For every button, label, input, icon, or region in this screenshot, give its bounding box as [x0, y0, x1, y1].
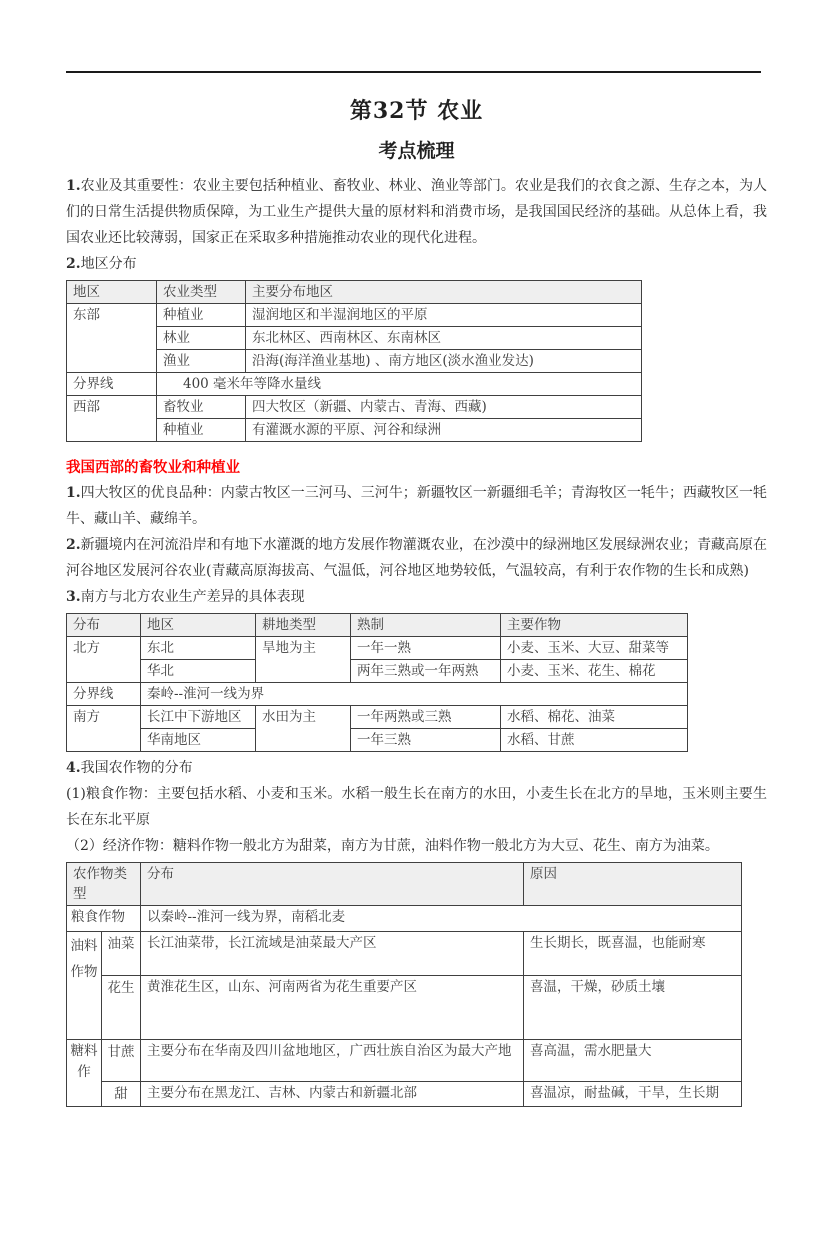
item-number: 1. — [66, 178, 81, 194]
cell-land-type: 水田为主 — [256, 706, 351, 752]
table-row — [67, 304, 642, 327]
cell-crop-name: 甜 — [102, 1082, 141, 1107]
item-number: 1. — [66, 485, 81, 501]
table-row — [67, 637, 688, 660]
table-header-row — [67, 281, 642, 304]
header-cell-distribution: 分布 — [67, 614, 141, 637]
table-row-peanut — [67, 976, 742, 1040]
cell-area: 华北 — [141, 660, 256, 683]
cell-crops: 小麦、玉米、花生、棉花 — [501, 660, 688, 683]
cell-type: 渔业 — [157, 350, 246, 373]
header-cell-cropping-system: 熟制 — [351, 614, 501, 637]
para-pastoral-breeds — [66, 480, 767, 532]
cell-reason: 喜温凉，耐盐碱，干旱，生长期 — [524, 1082, 742, 1107]
para-grain-crops: (1)粮食作物：主要包括水稻、小麦和玉米。水稻一般生长在南方的水田，小麦生长在北方的旱地，玉米则主要生长在东北平原 — [66, 786, 767, 828]
item-text: 新疆境内在河流沿岸和有地下水灌溉的地方发展作物灌溉农业，在沙漠中的绿洲地区发展绿洲农业；青藏高原在河谷地区发展河谷农业(青藏高原海拔高、气温低，河谷地区地势较低，气温较高，有利于农作物的生长和成熟) — [66, 537, 767, 579]
cell-areas: 四大牧区（新疆、内蒙古、青海、西藏) — [246, 396, 642, 419]
item-number: 4. — [66, 760, 81, 776]
para-crop-distribution-label — [66, 755, 767, 781]
para-agriculture-importance — [66, 173, 767, 251]
cell-type: 畜牧业 — [157, 396, 246, 419]
cell-type: 林业 — [157, 327, 246, 350]
cell-distribution: 黄淮花生区，山东、河南两省为花生重要产区 — [141, 976, 524, 1040]
cell-crops: 水稻、甘蔗 — [501, 729, 688, 752]
page-title: 第32节 农业 — [349, 98, 484, 124]
table-row — [67, 706, 688, 729]
table-north-south-differences — [66, 613, 688, 752]
header-cell-area: 地区 — [141, 614, 256, 637]
item-text: 地区分布 — [80, 256, 137, 272]
cell-divider-value: 400 毫米年等降水量线 — [157, 373, 642, 396]
item-text: 南方与北方农业生产差异的具体表现 — [80, 589, 305, 605]
cell-type: 种植业 — [157, 419, 246, 442]
item-text: 四大牧区的优良品种：内蒙古牧区一三河马、三河牛；新疆牧区一新疆细毛羊；青海牧区一牦牛；西藏牧区一牦牛、藏山羊、藏绵羊。 — [66, 485, 767, 527]
cell-distribution: 长江油菜带，长江流域是油菜最大产区 — [141, 932, 524, 976]
heading-west-livestock-planting: 我国西部的畜牧业和种植业 — [66, 459, 240, 476]
cell-north: 北方 — [67, 637, 141, 683]
header-cell-crop-type: 农作物类型 — [67, 863, 141, 906]
item-number: 3. — [66, 589, 81, 605]
table-row-sugarcane — [67, 1040, 742, 1082]
cell-divider-value: 秦岭--淮河一线为界 — [141, 683, 688, 706]
cell-reason: 喜高温，需水肥量大 — [524, 1040, 742, 1082]
table-header-row — [67, 614, 688, 637]
cell-crop-name: 油菜 — [102, 932, 141, 976]
cell-areas: 湿润地区和半湿润地区的平原 — [246, 304, 642, 327]
table-header-row — [67, 863, 742, 906]
cell-cropping: 一年一熟 — [351, 637, 501, 660]
cell-south: 南方 — [67, 706, 141, 752]
section-heading-review: 考点梳理 — [378, 140, 455, 162]
cell-divider-label: 分界线 — [67, 373, 157, 396]
cell-reason: 喜温，干燥，砂质土壤 — [524, 976, 742, 1040]
document-page — [0, 71, 827, 1107]
table-row-sugarbeet — [67, 1082, 742, 1107]
table-row-rapeseed — [67, 932, 742, 976]
table-row-grain — [67, 906, 742, 932]
cell-land-type: 旱地为主 — [256, 637, 351, 683]
header-cell-main-areas: 主要分布地区 — [246, 281, 642, 304]
cell-type: 种植业 — [157, 304, 246, 327]
cell-distribution: 主要分布在黑龙江、吉林、内蒙古和新疆北部 — [141, 1082, 524, 1107]
para-region-distribution-label — [66, 251, 767, 277]
table-region-distribution — [66, 280, 642, 442]
item-text: 农业及其重要性：农业主要包括种植业、畜牧业、林业、渔业等部门。农业是我们的衣食之源、生存之本，为人们的日常生活提供物质保障，为工业生产提供大量的原材料和消费市场，是我国国民经济的基础。从总体上看，我国农业还比较薄弱，国家正在采取多种措施推动农业的现代化进程。 — [66, 178, 767, 246]
cell-areas: 有灌溉水源的平原、河谷和绿洲 — [246, 419, 642, 442]
table-crop-distribution — [66, 862, 742, 1107]
item-text: 我国农作物的分布 — [80, 760, 193, 776]
cell-crops: 小麦、玉米、大豆、甜菜等 — [501, 637, 688, 660]
cell-area: 华南地区 — [141, 729, 256, 752]
header-cell-reason: 原因 — [524, 863, 742, 906]
cell-west: 西部 — [67, 396, 157, 442]
item-number: 2. — [66, 256, 81, 272]
para-north-south-differences-label — [66, 584, 767, 610]
table-row — [67, 396, 642, 419]
cell-crop-name: 甘蔗 — [102, 1040, 141, 1082]
cell-grain-value: 以秦岭--淮河一线为界，南稻北麦 — [141, 906, 742, 932]
item-number: 2. — [66, 537, 81, 553]
cell-east: 东部 — [67, 304, 157, 373]
cell-distribution: 主要分布在华南及四川盆地地区，广西壮族自治区为最大产地 — [141, 1040, 524, 1082]
cell-crops: 水稻、棉花、油菜 — [501, 706, 688, 729]
para-xinjiang-qinghai-agriculture — [66, 532, 767, 584]
table-row-divider — [67, 373, 642, 396]
cell-cropping: 两年三熟或一年两熟 — [351, 660, 501, 683]
cell-cropping: 一年两熟或三熟 — [351, 706, 501, 729]
header-cell-region: 地区 — [67, 281, 157, 304]
table-row — [67, 729, 688, 752]
table-row — [67, 660, 688, 683]
header-rule — [66, 71, 761, 73]
header-cell-distribution: 分布 — [141, 863, 524, 906]
cell-areas: 沿海(海洋渔业基地) 、南方地区(淡水渔业发达) — [246, 350, 642, 373]
header-cell-agri-type: 农业类型 — [157, 281, 246, 304]
cell-area: 长江中下游地区 — [141, 706, 256, 729]
cell-cropping: 一年三熟 — [351, 729, 501, 752]
cell-oil-group: 油料作物 — [67, 932, 102, 1040]
header-cell-land-type: 耕地类型 — [256, 614, 351, 637]
table-row-divider — [67, 683, 688, 706]
header-cell-main-crops: 主要作物 — [501, 614, 688, 637]
cell-area: 东北 — [141, 637, 256, 660]
cell-divider-label: 分界线 — [67, 683, 141, 706]
cell-crop-name: 花生 — [102, 976, 141, 1040]
para-cash-crops: （2）经济作物：糖料作物一般北方为甜菜，南方为甘蔗，油料作物一般北方为大豆、花生、南方为油菜。 — [66, 838, 719, 854]
cell-sugar-group: 糖料作 — [67, 1040, 102, 1107]
cell-reason: 生长期长，既喜温，也能耐寒 — [524, 932, 742, 976]
cell-areas: 东北林区、西南林区、东南林区 — [246, 327, 642, 350]
cell-grain-label: 粮食作物 — [67, 906, 141, 932]
